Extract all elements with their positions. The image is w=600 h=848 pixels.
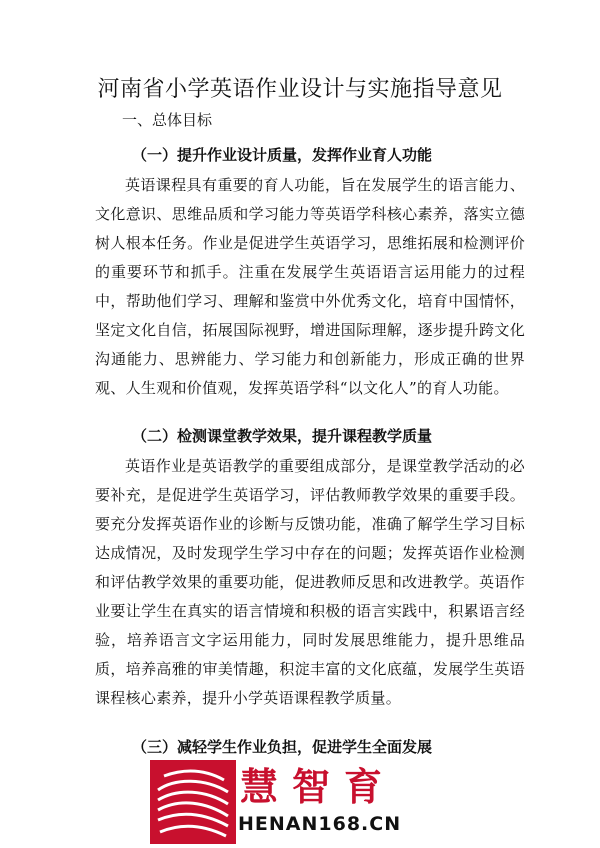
watermark-brand: 慧智育 [240, 765, 397, 809]
watermark-url: HENAN168.CN [238, 813, 402, 835]
subsection-heading-2: （二）检测课堂教学效果，提升课程教学质量 [132, 427, 433, 445]
paragraph-2: 英语作业是英语教学的重要组成部分，是课堂教学活动的必要补充，是促进学生英语学习，评估教师教学效果的重要手段。要充分发挥英语作业的诊断与反馈功能，准确了解学生学习目标达成情况，及时发现学生学习中存在的问题；发挥英语作业检测和评估教学效果的重要功能，促进教师反思和改进教学。英语作业要让学生在真实的语言情境和积极的语言实践中，积累语言经验，培养语言文字运用能力，同时发展思维能力，提升思维品质，培养高雅的审美情趣，积淀丰富的文化底蕴，发展学生英语课程核心素养，提升小学英语课程教学质量。 [95, 457, 525, 707]
document-title: 河南省小学英语作业设计与实施指导意见 [97, 77, 503, 102]
section-heading: 一、总体目标 [122, 111, 213, 129]
watermark [150, 760, 450, 844]
subsection-heading-1: （一）提升作业设计质量，发挥作业育人功能 [132, 146, 433, 164]
hui-zhi-yu-logo-icon [150, 760, 236, 844]
paragraph-1: 英语课程具有重要的育人功能，旨在发展学生的语言能力、文化意识、思维品质和学习能力等英语学科核心素养，落实立德树人根本任务。作业是促进学生英语学习，思维拓展和检测评价的重要环节和抓手。注重在发展学生英语语言运用能力的过程中，帮助他们学习、理解和鉴赏中外优秀文化，培育中国情怀，坚定文化自信，拓展国际视野，增进国际理解，逐步提升跨文化沟通能力、思辨能力、学习能力和创新能力，形成正确的世界观、人生观和价值观，发挥英语学科“以文化人”的育人功能。 [95, 176, 525, 397]
subsection-heading-3: （三）减轻学生作业负担，促进学生全面发展 [132, 738, 433, 756]
